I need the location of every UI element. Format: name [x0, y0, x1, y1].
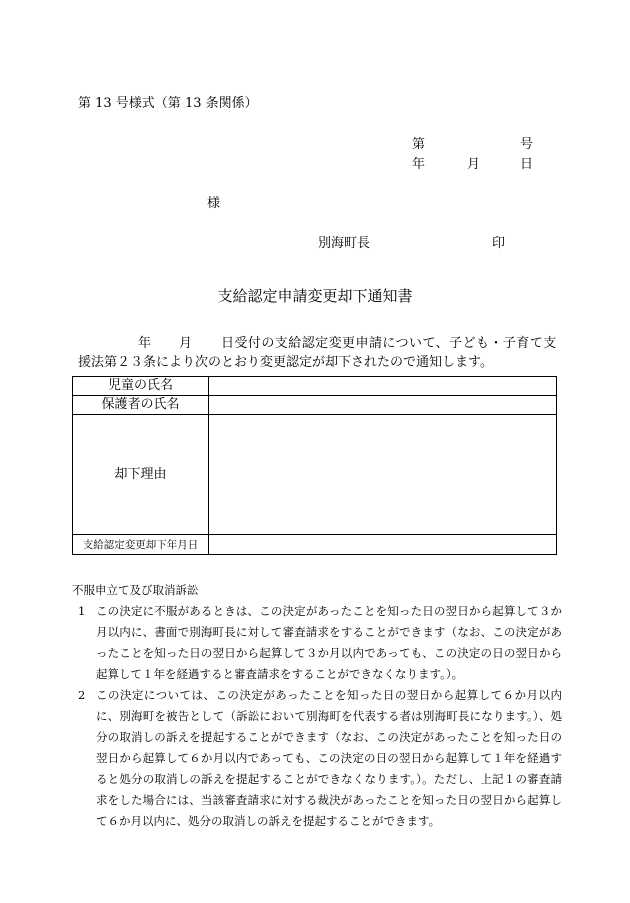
reason-value [209, 415, 557, 535]
date-year: 年 [412, 157, 426, 172]
intro-line1: 日受付の支給認定変更申請について、子ども・子育て支 [221, 336, 557, 351]
child-name-value [209, 377, 557, 396]
intro-year: 年 [138, 336, 152, 351]
note-number: 2 [78, 688, 86, 702]
form-table [72, 376, 557, 555]
doc-number-suffix: 号 [520, 137, 534, 152]
intro-line2: 援法第２３条により次のとおり変更認定が却下されたので通知します。 [78, 355, 493, 370]
recipient-honorific: 様 [207, 196, 221, 211]
note-text: この決定については、この決定があったことを知った日の翌日から起算して６か月以内に、別海町を被告として（訴訟において別海町を代表する者は別海町長になります。）、処分の取消しの訴えを提起することができます（なお、この決定があったことを知った日の翌日から起算して６か月以内であっても、この決定の日の翌日から起算して１年を経過すると処分の取消しの訴えを提起することができなくなります。）。ただし、上記１の審査請求をした場合には、当該審査請求に対する裁決があったことを知った日の翌日から起算して６か月以内に、処分の取消しの訴えを提起することができます。 [96, 688, 562, 828]
guardian-name-label: 保護者の氏名 [73, 396, 209, 415]
child-name-label: 児童の氏名 [73, 377, 209, 396]
date-day: 日 [520, 157, 534, 172]
notes-heading: 不服申立て及び取消訴訟 [72, 583, 199, 597]
list-item [72, 601, 562, 685]
rejection-date-label: 支給認定変更却下年月日 [73, 535, 209, 555]
document-title: 支給認定申請変更却下通知書 [217, 287, 413, 305]
issuer-name: 別海町長 [318, 236, 371, 251]
table-row [73, 396, 557, 415]
guardian-name-value [209, 396, 557, 415]
list-item [72, 685, 562, 832]
date-month: 月 [467, 157, 481, 172]
reason-label: 却下理由 [73, 415, 209, 535]
table-row [73, 377, 557, 396]
table-row [73, 415, 557, 535]
intro-month: 月 [179, 336, 193, 351]
doc-number-prefix: 第 [412, 137, 426, 152]
rejection-date-value [209, 535, 557, 555]
issuer-seal: 印 [492, 236, 506, 251]
form-number: 第 13 号様式（第 13 条関係） [78, 96, 258, 111]
note-text: この決定に不服があるときは、この決定があったことを知った日の翌日から起算して３か月以内に、書面で別海町長に対して審査請求をすることができます（なお、この決定があったことを知った日の翌日から起算して３か月以内であっても、この決定の日の翌日から起算して１年を経過すると審査請求をすることができなくなります。）。 [96, 604, 562, 681]
note-number: 1 [78, 604, 86, 618]
table-row [73, 535, 557, 555]
appeal-notes [72, 580, 562, 832]
